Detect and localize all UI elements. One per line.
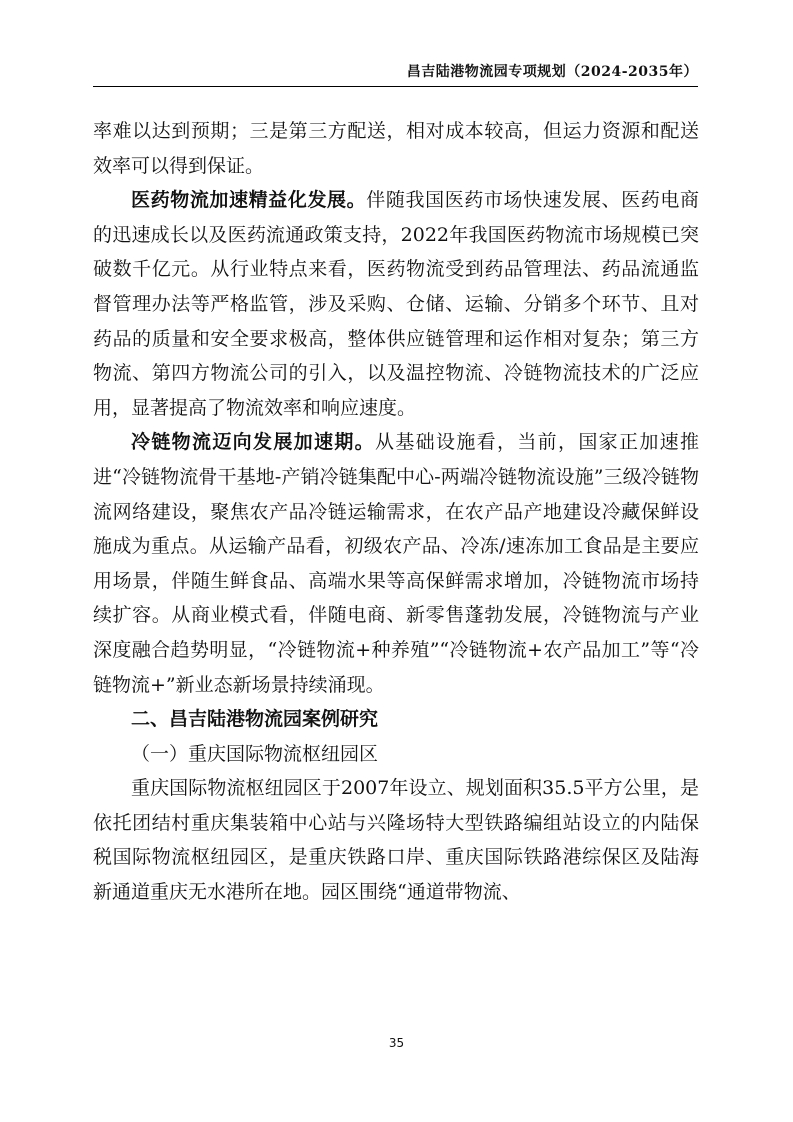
- paragraph-lead: 医药物流加速精益化发展。: [131, 189, 367, 212]
- paragraph-pharma-logistics: [93, 183, 699, 425]
- paragraph-chongqing: 重庆国际物流枢纽园区于2007年设立、规划面积35.5平方公里，是依托团结村重庆集装箱中心站与兴隆场特大型铁路编组站设立的内陆保税国际物流枢纽园区，是重庆铁路口岸、重庆国际铁路港综保区及陆海新通道重庆无水港所在地。园区围绕“通道带物流、: [93, 777, 699, 904]
- section-heading: 二、昌吉陆港物流园案例研究: [131, 708, 379, 731]
- header-title: 昌吉陆港物流园专项规划（2024-2035年）: [406, 64, 698, 80]
- paragraph-cold-chain: [93, 425, 699, 702]
- page-number: 35: [388, 1036, 405, 1050]
- page-header: [93, 62, 698, 87]
- paragraph-lead: 冷链物流迈向发展加速期。: [131, 431, 375, 454]
- subsection-heading: （一）重庆国际物流枢纽园区: [131, 742, 379, 765]
- paragraph-continuation: 率难以达到预期；三是第三方配送，相对成本较高，但运力资源和配送效率可以得到保证。: [93, 120, 699, 177]
- paragraph-body: 伴随我国医药市场快速发展、医药电商的迅速成长以及医药流通政策支持，2022年我国医药物流市场规模已突破数千亿元。从行业特点来看，医药物流受到药品管理法、药品流通监督管理办法等严格监管，涉及采购、仓储、运输、分销多个环节、且对药品的质量和安全要求极高，整体供应链管理和运作相对复杂；第三方物流、第四方物流公司的引入，以及温控物流、冷链物流技术的广泛应用，显著提高了物流效率和响应速度。: [93, 189, 699, 419]
- page-content: [93, 114, 699, 910]
- paragraph-body: 从基础设施看，当前，国家正加速推进“冷链物流骨干基地-产销冷链集配中心-两端冷链物流设施”三级冷链物流网络建设，聚焦农产品冷链运输需求，在农产品产地建设冷藏保鲜设施成为重点。从运输产品看，初级农产品、冷冻/速冻加工食品是主要应用场景，伴随生鲜食品、高端水果等高保鲜需求增加，冷链物流市场持续扩容。从商业模式看，伴随电商、新零售蓬勃发展，冷链物流与产业深度融合趋势明显，“冷链物流+种养殖”“冷链物流+农产品加工”等“冷链物流+”新业态新场景持续涌现。: [93, 431, 699, 696]
